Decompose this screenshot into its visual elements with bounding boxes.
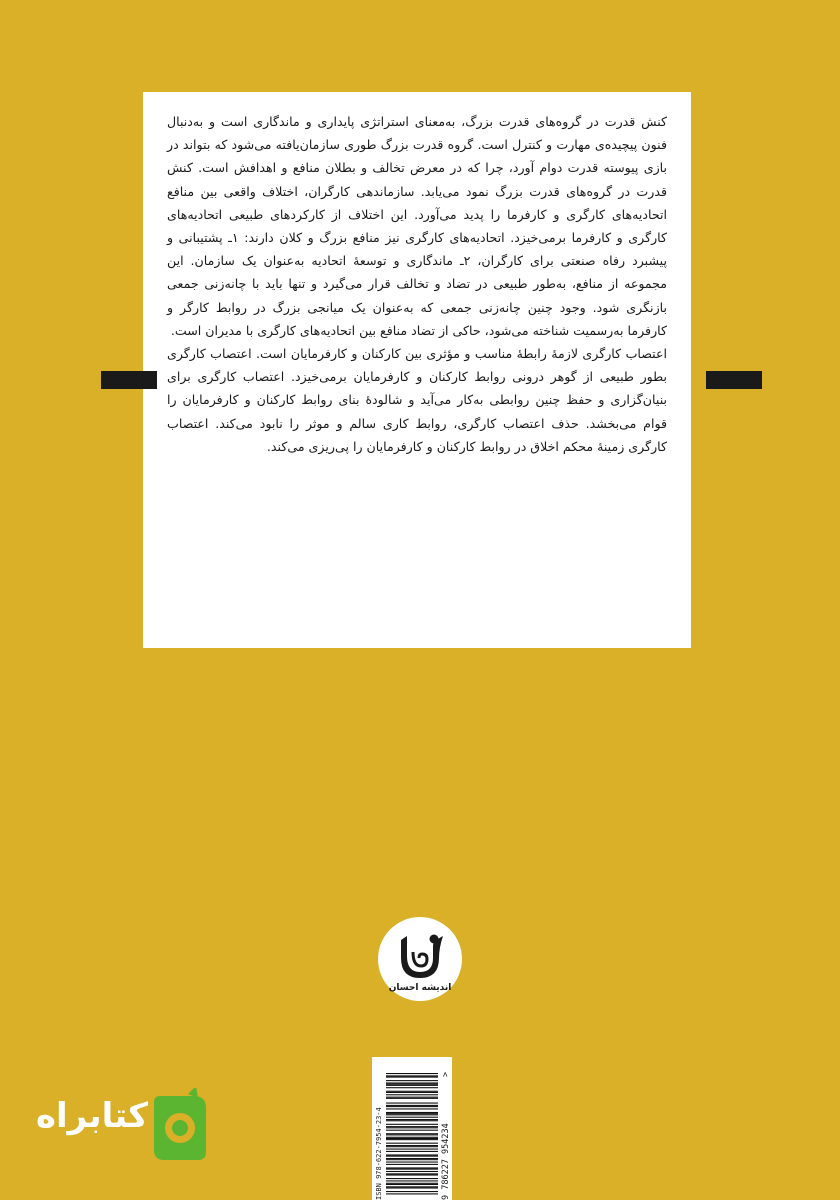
barcode-bar xyxy=(386,1075,438,1076)
description-paragraph-1: کنش قدرت در گروه‌های قدرت بزرگ، به‌معنای استراتژی پایداری و ماندگاری است و به‌دنبال فنون پیچیده‌ی مهارت و کنترل است. گروه قدرت بزرگ طوری سازمان‌یافته می‌شود که بتواند در بازی پیوسته قدرت دوام آورد، چرا که در معرض تخالف و بطلان منافع و اهدافش است. کنش قدرت در گروه‌های قدرت بزرگ نمود می‌یابد. سازماندهی کارگران، اختلاف واقعی بین منافع اتحادیه‌های کارگری و کارفرما را پدید می‌آورد. این اختلاف از کارکردهای طبیعی اتحادیه‌های کارگری و کارفرما برمی‌خیزد. اتحادیه‌های کارگری نیز منافع بزرگ و کلان دارند: ۱ـ پشتیبانی و پیشبرد رفاه صنعتی برای کارگران، ۲ـ ماندگاری و توسعهٔ اتحادیه به‌عنوان یک سازمان. این مجموعه از منافع، به‌طور طبیعی در تضاد و تخالف قرار می‌گیرد و تنها باید با چانه‌زنی جمعی بازنگری شود. وجود چنین چانه‌زنی جمعی که به‌عنوان یک میانجی بزرگ در روابط کارگر و کارفرما به‌رسمیت شناخته می‌شود، حاکی از تضاد منافع بین اتحادیه‌های کارگری با مدیران است. xyxy=(167,114,667,338)
barcode-bar xyxy=(386,1127,438,1128)
barcode-bar xyxy=(386,1084,438,1085)
barcode-bar xyxy=(386,1178,438,1179)
barcode-bar xyxy=(386,1167,438,1168)
barcode-bar xyxy=(386,1183,438,1184)
barcode-bar xyxy=(386,1191,438,1192)
barcode-bar xyxy=(386,1158,438,1159)
barcode-bar xyxy=(386,1126,438,1127)
barcode-bar xyxy=(386,1105,438,1106)
barcode-bar xyxy=(386,1130,438,1131)
barcode-bar xyxy=(386,1092,438,1093)
description-paragraph-2: اعتصاب کارگری لازمهٔ رابطهٔ مناسب و مؤثری بین کارکنان و کارفرمایان است. اعتصاب کارگری بطور طبیعی از گوهر درونی روابط کارکنان و کارفرمایان برمی‌خیزد. اعتصاب کارگری برای بنیان‌گزاری و حفظ چنین روابطی به‌کار می‌آید و شالودهٔ بنای روابط کارکنان و کارفرمایان را قوام می‌بخشد. حذف اعتصاب کارگری، روابط کاری سالم و موثر را نابود می‌کند. اعتصاب کارگری زمینهٔ محکم اخلاق در روابط کارکنان و کارفرمایان را پی‌ریزی می‌کند. xyxy=(167,346,667,454)
barcode-bar xyxy=(386,1098,438,1099)
barcode-bar xyxy=(386,1082,438,1083)
barcode-bar xyxy=(386,1085,438,1086)
barcode-bar xyxy=(386,1149,438,1150)
barcode-bar xyxy=(386,1169,438,1170)
barcode-bar xyxy=(386,1133,438,1134)
barcode-bar xyxy=(386,1171,438,1172)
barcode-bar xyxy=(386,1117,438,1118)
barcode-bar xyxy=(386,1114,438,1115)
barcode-bar xyxy=(386,1094,438,1095)
publisher-logo xyxy=(377,916,463,1002)
store-name: کتابراه xyxy=(35,1096,148,1136)
barcode-bar xyxy=(386,1146,438,1147)
barcode-bar xyxy=(386,1154,438,1155)
barcode-bar xyxy=(386,1073,438,1074)
barcode-bar xyxy=(386,1106,438,1107)
barcode-bar xyxy=(386,1139,438,1140)
barcode-bar xyxy=(386,1108,438,1109)
barcode-bar xyxy=(386,1186,438,1187)
barcode-box xyxy=(372,1057,452,1200)
text-panel xyxy=(143,92,691,648)
barcode-bar xyxy=(386,1077,438,1078)
barcode-bar xyxy=(386,1151,438,1152)
publisher-name: اندیشه احسان xyxy=(388,983,452,993)
barcode-bar xyxy=(386,1087,438,1088)
barcode-bar xyxy=(386,1159,438,1160)
barcode-bar xyxy=(386,1080,438,1081)
barcode-bar xyxy=(386,1091,438,1092)
isbn-text: ISBN 978-622-7954-23-4 xyxy=(375,1107,383,1200)
barcode-bar xyxy=(386,1138,438,1139)
barcode-bar xyxy=(386,1097,438,1098)
barcode-bar xyxy=(386,1124,438,1125)
barcode-bar xyxy=(386,1112,438,1113)
barcode-bar xyxy=(386,1145,438,1146)
barcode-bar xyxy=(386,1119,438,1120)
barcode-bar xyxy=(386,1164,438,1165)
barcode-bar xyxy=(386,1193,438,1194)
barcode-bar xyxy=(386,1137,438,1138)
barcode-bar xyxy=(386,1180,438,1181)
barcode-bar xyxy=(386,1120,438,1121)
left-edge-marker xyxy=(101,371,157,389)
barcode-bars xyxy=(386,1073,438,1194)
barcode-digits: 9 786227 954234 xyxy=(441,1123,451,1200)
barcode-arrow: > xyxy=(441,1071,451,1077)
barcode-bar xyxy=(386,1174,438,1175)
barcode-bar xyxy=(386,1103,438,1104)
barcode-bar xyxy=(386,1184,438,1185)
barcode-bar xyxy=(386,1143,438,1144)
store-logo xyxy=(35,1088,210,1166)
isbn-barcode xyxy=(372,1057,452,1200)
barcode-bar xyxy=(386,1156,438,1157)
barcode-bar xyxy=(386,1113,438,1114)
barcode-bar xyxy=(386,1187,438,1188)
barcode-bar xyxy=(386,1134,438,1135)
barcode-bar xyxy=(386,1173,438,1174)
right-edge-marker xyxy=(706,371,762,389)
bird-logo-icon xyxy=(377,916,463,1002)
barcode-bar xyxy=(386,1162,438,1163)
